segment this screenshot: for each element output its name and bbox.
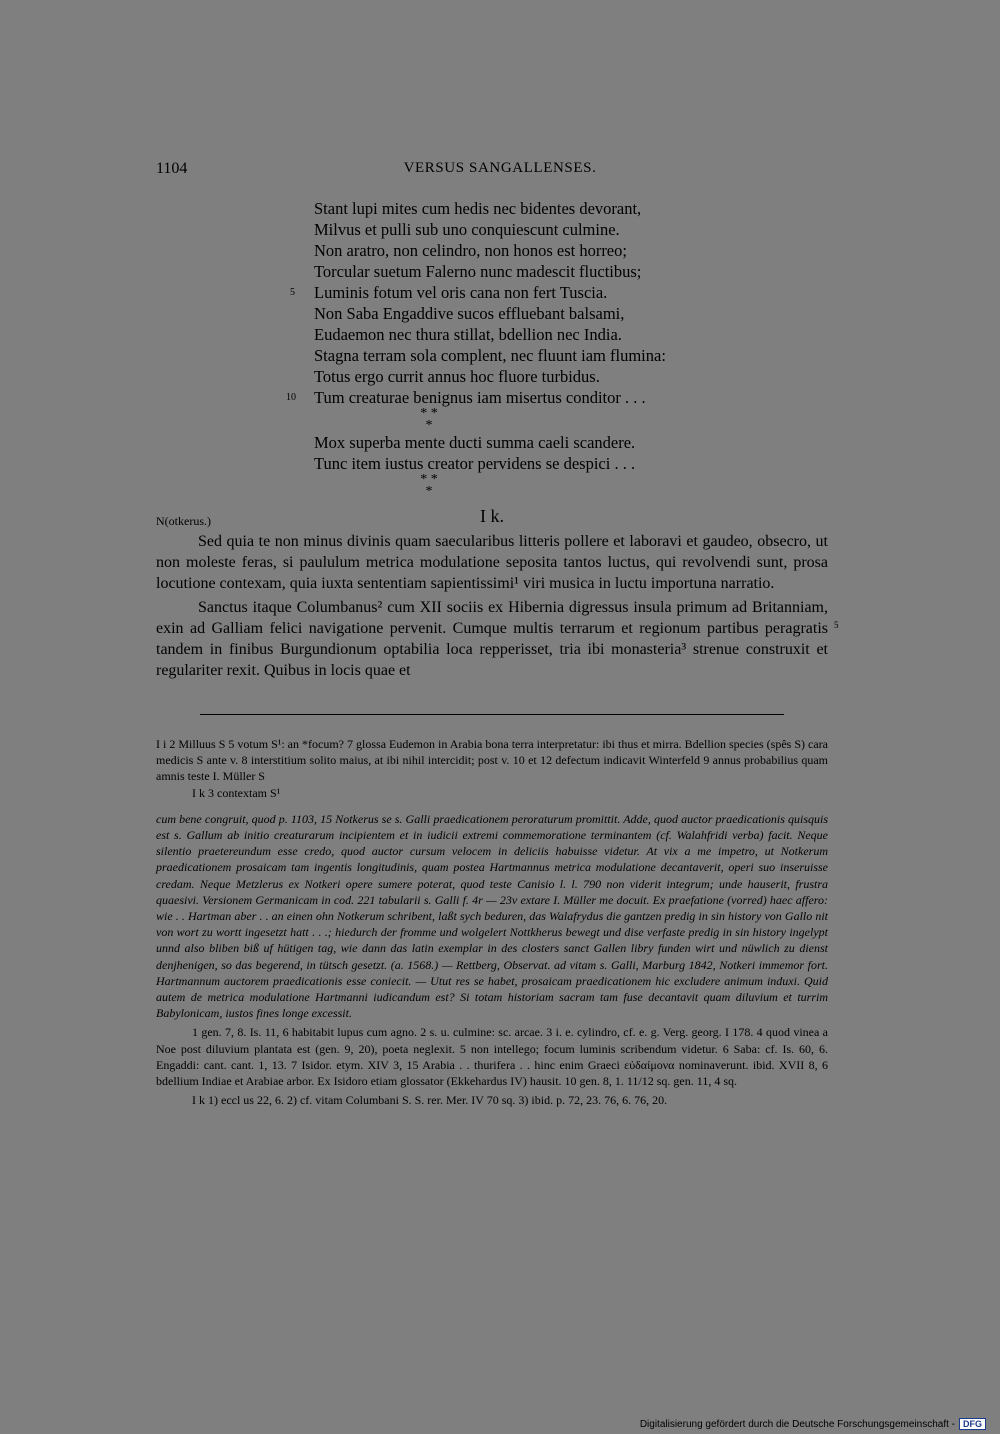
asterism-top: * * <box>420 472 438 487</box>
running-title: VERSUS SANGALLENSES. <box>403 160 597 176</box>
asterism-mid: * <box>425 484 433 499</box>
line-number-10: 10 <box>286 392 296 403</box>
prose-paragraph: Sed quia te non minus divinis quam saecularibus litteris pollere et laboravi et gaudeo, obsecro, ut non moleste feras, si paululum metrica modulatione seposita tantos luctus, qui revolvendi sunt, prosa locutione contexam, quia iuxta sententiam sapientissimi¹ viri musica in luctu importuna narratio. <box>156 533 828 592</box>
divider <box>200 714 784 715</box>
poem-line: Luminis fotum vel oris cana non fert Tuscia. <box>314 283 608 302</box>
poem-line: Torcular suetum Falerno nunc madescit fluctibus; <box>314 262 642 281</box>
asterism-mid: * <box>425 418 433 433</box>
footer-text: Digitalisierung gefördert durch die Deutsche Forschungsgemeinschaft - <box>639 1418 955 1430</box>
poem-line: Tum creaturae benignus iam misertus conditor . . . <box>314 388 646 407</box>
poem-line: Eudaemon nec thura stillat, bdellion nec India. <box>314 325 622 344</box>
poem-line: Tunc item iustus creator pervidens se despici . . . <box>314 454 636 473</box>
line-number-5: 5 <box>290 287 295 298</box>
apparatus-note: I i 2 Milluus S 5 votum S¹: an *focum? 7 glossa Eudemon in Arabia bona terra interpretatur: ibi thus et mirra. Bdellion species (spês S) cara medicis S ante v. 8 interstitium solito maius, at ibi nihil intercidit; post v. 10 et 12 defectum indicavit Winterfeld 9 annus probabilius quam amnis teste I. Müller S <box>156 737 828 784</box>
poem-line: Stant lupi mites cum hedis nec bidentes devorant, <box>314 199 642 218</box>
poem-line: Stagna terram sola complent, nec fluunt iam flumina: <box>314 346 666 365</box>
section-heading: I k. <box>480 506 504 526</box>
footnotes <box>156 736 828 1108</box>
footer <box>640 1418 986 1430</box>
margin-label: N(otkerus.) <box>156 514 211 528</box>
poem-line: Milvus et pulli sub uno conquiescunt culmine. <box>314 220 620 239</box>
poem-line: Non Saba Engaddive sucos effluebant balsami, <box>314 304 625 323</box>
commentary-note: 1 gen. 7, 8. Is. 11, 6 habitabit lupus cum agno. 2 s. u. culmine: sc. arcae. 3 i. e. cylindro, cf. e. g. Verg. georg. I 178. 4 quod vinea a Noe post diluvium plantata est (gen. 9, 20), poeta neglexit. 5 non intellego; focum luminis scribendum videtur. 6 Saba: cf. Is. 60, 6. Engaddi: cant. cant. 1, 13. 7 Isidor. etym. XIV 3, 15 Arabia . . thurifera . . hinc enim Graeci εὐδαίμονα nominaverunt. ibid. XVII 8, 6 bdellium Indiae et Arabiae arbor. Ex Isidoro etiam glossator (Ekkehardus IV) hausit. 10 gen. 8, 1. 11/12 sq. gen. 11, 4 sq. <box>156 1025 828 1089</box>
dfg-logo: DFG <box>959 1418 986 1430</box>
margin-line-number: 5 <box>834 620 839 630</box>
asterism-top: * * <box>420 406 438 421</box>
poem-line: Mox superba mente ducti summa caeli scandere. <box>314 433 636 452</box>
commentary-note: I k 1) eccl us 22, 6. 2) cf. vitam Columbani S. S. rer. Mer. IV 70 sq. 3) ibid. p. 72, 23. 76, 6. 76, 20. <box>192 1093 668 1108</box>
poem-line: Totus ergo currit annus hoc fluore turbidus. <box>314 367 600 386</box>
page-number: 1104 <box>156 160 188 177</box>
poem-line: Non aratro, non celindro, non honos est horreo; <box>314 241 627 260</box>
commentary-note: cum bene congruit, quod p. 1103, 15 Notkerus se s. Galli praedicationem peroraturum promittit. Adde, quod auctor praedicationis quisquis est s. Gallum ab initio creaturarum incipientem et in iudicii extremi commemoratione terminantem (cf. Walahfridi verba) facit. Neque silentio praetereundum esse credo, quod auctor cursum velocem in deliciis habuisse videtur. At vix a me impetro, ut Notkerum praedicationem prosaicam tam ingentis longitudinis, quam postea Hartmannus metrica modulatione decantaverit, operi suo inseruisse credam. Neque Metzlerus ex Notkeri opere sumere poterat, quod teste Canisio l. l. 790 non viderit integrum; unde hauserit, frustra quaesivi. Versionem Germanicam in cod. 221 tabularii s. Galli f. 4r — 23v extare I. Müller me docuit. Ex praefatione (vorred) haec affero: wie . . Hartman aber . . an einen ohn Notkerum schribent, laßt sych beduren, das Walafrydus die gantzen predig in sin history von Gallo nit von wort zu wortt ingesetzt hatt . . .; hiedurch der fromme und wolgelert Nottkherus bewegt und dise verfaste predig in sin history ingelypt unnd also bliben biß uf hütigen tag, wie dann das latin exemplar in des closters sanct Gallen libry funden wirt und nüwlich zu dienst denjhenigen, so das begerend, in tütsch gesetzt. (a. 1568.) — Rettberg, Observat. ad vitam s. Galli, Marburg 1842, Notkeri immemor fort. Hartmannum auctorem praedicationis esse coniecit. — Utut res se habet, prosaicam praedicationem hic excludere animum induxi. Quid autem de metrica modulatione Hartmanni iudicandum est? Si totam historiam sacram tam fuse decantavit quam diluvium et turrim Babylonicam, iustos fines longe excessit. <box>156 811 828 1021</box>
apparatus-note: I k 3 contextam S¹ <box>192 785 281 800</box>
poem-block <box>314 198 666 498</box>
prose-paragraph: Sanctus itaque Columbanus² cum XII sociis ex Hibernia digressus insula primum ad Britanniam, exin ad Galliam felici navigatione pervenit. Cumque multis terrarum et regionum partibus peragratis tandem in finibus Burgundionum optabilia loca repperisset, tria ibi monasteria³ strenue construxit et regulariter rexit. Quibus in locis quae et <box>156 599 828 679</box>
prose-text <box>156 532 828 682</box>
